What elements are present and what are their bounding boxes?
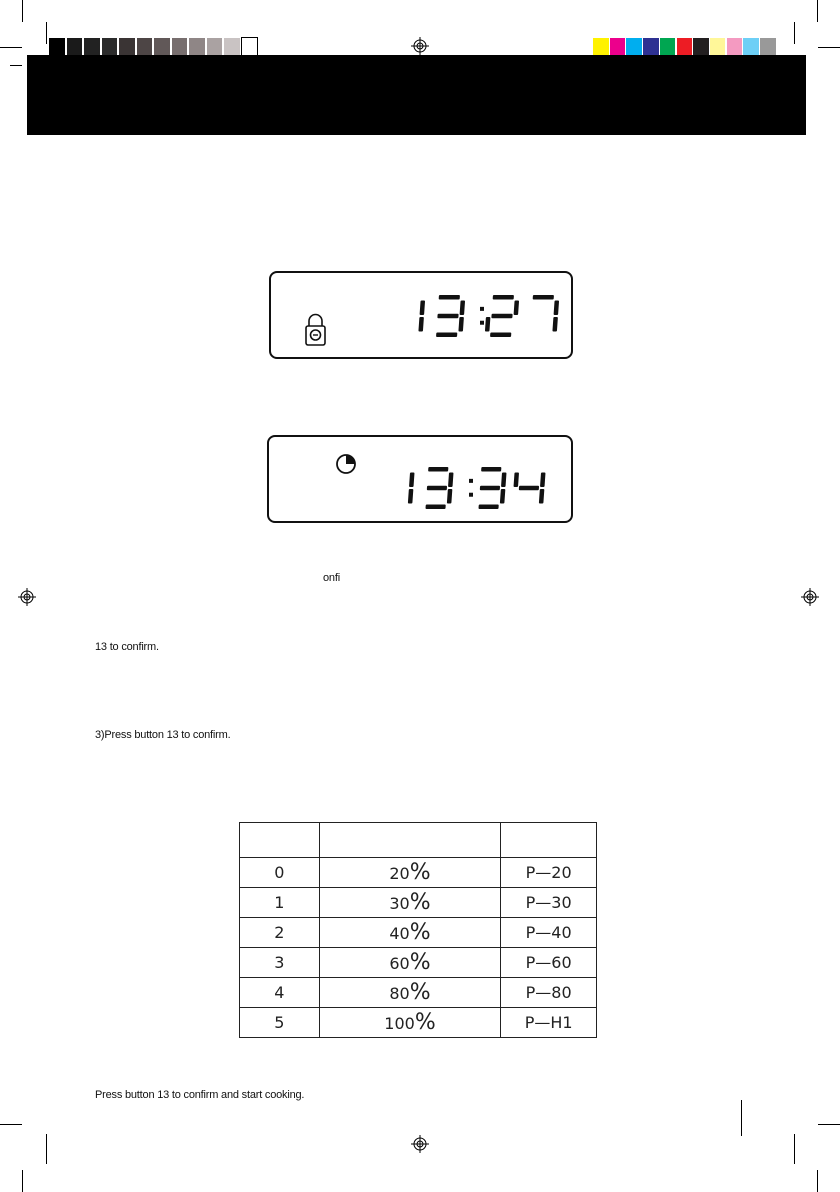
table-row (240, 978, 597, 1008)
color-swatch (593, 38, 609, 55)
power-percent-value: 30% (389, 890, 431, 915)
lcd-digit (514, 473, 546, 504)
color-swatch (102, 38, 118, 55)
power-display-code: P—20 (501, 858, 597, 888)
table-row (240, 948, 597, 978)
percent-sign: % (414, 1010, 436, 1035)
lcd-digit (485, 295, 519, 337)
power-percent (319, 858, 501, 888)
power-percent-value: 20% (389, 860, 431, 885)
page-divider (741, 1100, 742, 1136)
table-row (240, 858, 597, 888)
color-swatch (760, 38, 776, 55)
power-level: 4 (240, 978, 320, 1008)
registration-mark-icon (411, 37, 429, 55)
power-display-code: P—30 (501, 888, 597, 918)
color-swatch (710, 38, 726, 55)
lcd-digit (425, 467, 453, 509)
color-swatch (207, 38, 223, 55)
color-swatch (660, 38, 676, 55)
power-percent-value: 40% (389, 920, 431, 945)
color-swatch (643, 38, 659, 55)
clock-icon (337, 455, 355, 473)
color-swatch (677, 38, 693, 55)
lock-icon (306, 315, 325, 346)
color-swatch (154, 38, 170, 55)
power-level: 1 (240, 888, 320, 918)
color-swatch (84, 38, 100, 55)
power-percent-value: 100% (384, 1010, 436, 1035)
registration-mark-icon (411, 1135, 429, 1153)
power-percent-value: 60% (389, 950, 431, 975)
color-swatch (242, 38, 258, 55)
lcd-digit (408, 473, 415, 504)
lcd-colon (480, 307, 484, 311)
time-display (418, 295, 559, 337)
lcd-digit (436, 295, 465, 337)
table-header-cell (319, 823, 501, 858)
table-header-cell (501, 823, 597, 858)
color-swatch (137, 38, 153, 55)
table-row (240, 888, 597, 918)
lcd-digit (478, 467, 506, 509)
power-level: 5 (240, 1008, 320, 1038)
color-swatch (189, 38, 205, 55)
power-percent (319, 918, 501, 948)
power-display-code: P—40 (501, 918, 597, 948)
table-header-row (240, 823, 597, 858)
power-level: 3 (240, 948, 320, 978)
color-swatch (224, 38, 240, 55)
lcd-colon (469, 479, 473, 483)
color-swatch (743, 38, 759, 55)
lcd-display-lock (269, 271, 573, 359)
percent-sign: % (409, 980, 431, 1005)
header-bar (27, 55, 806, 135)
power-display-code: P—60 (501, 948, 597, 978)
color-swatch (610, 38, 626, 55)
color-swatch (119, 38, 135, 55)
power-display-code: P—80 (501, 978, 597, 1008)
percent-sign: % (409, 950, 431, 975)
power-level-table (239, 822, 597, 1038)
percent-sign: % (409, 890, 431, 915)
power-level: 0 (240, 858, 320, 888)
color-swatch (49, 38, 65, 55)
time-display (408, 467, 546, 509)
lcd-colon (469, 493, 473, 497)
registration-mark-icon (801, 588, 819, 606)
table-row (240, 918, 597, 948)
table-row (240, 1008, 597, 1038)
color-swatch (693, 38, 709, 55)
registration-mark-icon (18, 588, 36, 606)
instruction-line: 13 to confirm. (95, 641, 159, 653)
color-swatch (172, 38, 188, 55)
lcd-digit (533, 295, 559, 332)
percent-sign: % (409, 920, 431, 945)
color-swatch (727, 38, 743, 55)
instruction-step-3: 3)Press button 13 to confirm. (95, 729, 231, 741)
percent-sign: % (409, 860, 431, 885)
instruction-final: Press button 13 to confirm and start cooking. (95, 1089, 305, 1101)
power-display-code: P—H1 (501, 1008, 597, 1038)
color-swatch (626, 38, 642, 55)
power-percent (319, 948, 501, 978)
table-header-cell (240, 823, 320, 858)
text-fragment: onfi (323, 572, 340, 584)
lcd-colon (480, 321, 484, 325)
color-swatch (67, 38, 83, 55)
power-percent (319, 1008, 501, 1038)
power-percent-value: 80% (389, 980, 431, 1005)
power-percent (319, 888, 501, 918)
lcd-digit (418, 301, 425, 332)
power-percent (319, 978, 501, 1008)
lcd-display-timer (267, 435, 573, 523)
power-level: 2 (240, 918, 320, 948)
